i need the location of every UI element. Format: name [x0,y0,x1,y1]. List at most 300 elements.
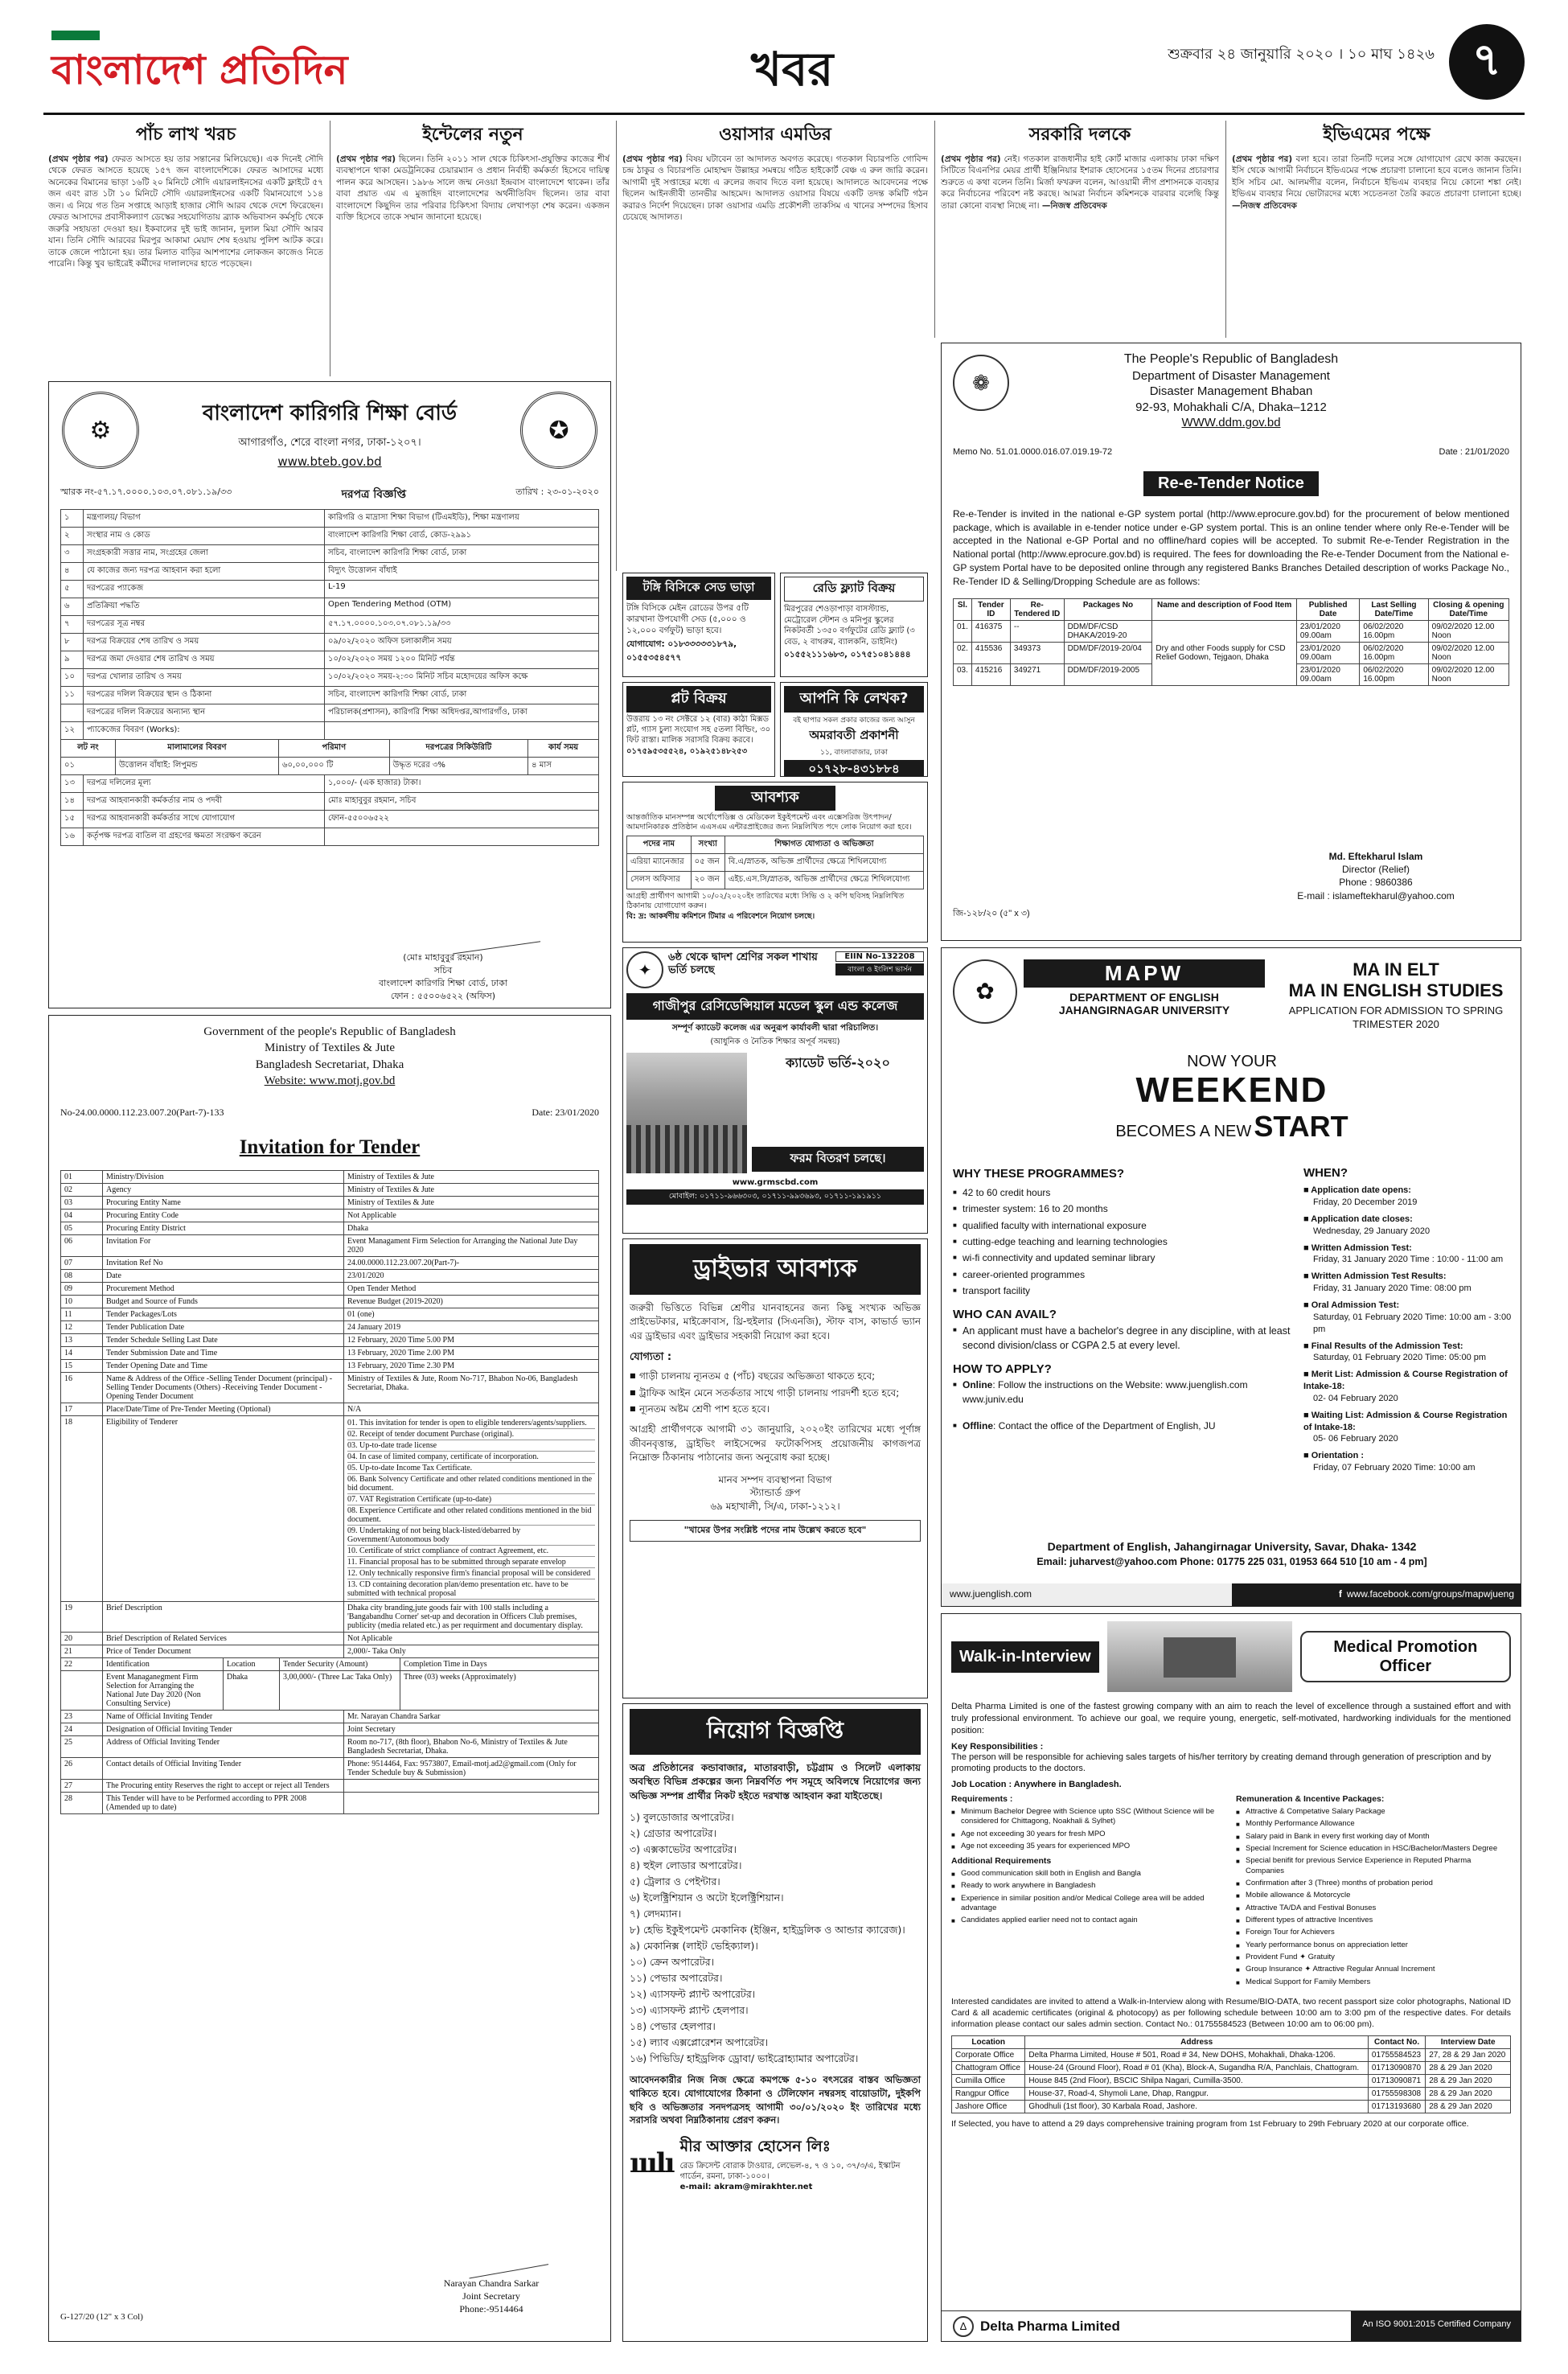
job-item: ৫) ট্রেলার ও পেইন্টার। [630,1875,720,1888]
ju-offline: ■ Offline: Contact the office of the Department of English, JU [953,1419,1291,1433]
requirement-item: ■ Age not exceeding 35 years for experienced MPO [951,1842,1226,1851]
table-row [61,1793,599,1814]
ju-title2: MA IN ENGLISH STUDIES [1288,980,1504,1000]
table-cell: 09/02/2020 12.00 Noon [1428,620,1508,642]
brief-row [61,1602,599,1633]
row-value: সচিব, বাংলাদেশ কারিগরি শিক্ষা বোর্ড, ঢাকা [325,687,599,704]
bteb-date: তারিখ : ২৩-০১-২০২০ [515,487,599,497]
table-cell: Mr. Narayan Chandra Sarkar [344,1711,599,1723]
row-number [61,704,84,722]
feature-item: ■ cutting-edge teaching and learning technologies [953,1235,1291,1249]
table-row [61,1403,599,1416]
ju-sub: APPLICATION FOR ADMISSION TO SPRING TRIMESTER 2020 [1288,1004,1504,1030]
delta-resp-title: Key Responsibilities : [951,1741,1044,1752]
table-row [61,1334,599,1347]
table-row [61,1633,599,1645]
table-cell: Ministry of Textiles & Jute [344,1184,599,1197]
table-cell: Not Applicable [344,1210,599,1222]
ju-english-ad [941,947,1521,1607]
row-number: ৮ [61,634,84,651]
schedule-value: 02- 04 February 2020 [1313,1393,1398,1403]
row-number: ১৬ [61,828,84,846]
table-row [952,2061,1511,2074]
table-cell: 10 [61,1296,103,1308]
logo-mark-icon [51,31,100,40]
job-item: ১০) ক্রেন অপারেটর। [630,1956,715,1969]
table-cell: 23/01/2020 09.00am [1296,642,1359,663]
motj-gov: Government of the people's Republic of Bangladesh [203,1025,456,1038]
story-lead: (প্রথম পৃষ্ঠার পর) [1232,154,1293,164]
writer-brand: অমরাবতী প্রকাশনী [809,728,899,742]
niyog-ad [622,1703,928,2342]
table-cell: 2,000/- Taka Only [344,1645,599,1658]
table-row [61,687,599,704]
schedule-item [1303,1369,1513,1405]
ddm-bhaban: Disaster Management Bhaban [1149,384,1313,399]
table-cell: DDM/DF/2019-20/04 [1064,642,1152,663]
table-row [61,581,599,598]
table-row [61,811,599,828]
remuneration-item: ■ Special Increment for Science education in HSC/Bachelor/Masters Degree [1236,1844,1511,1854]
gazipur-sub2: (আধুনিক ও নৈতিক শিক্ষার অপূর্ব সমন্বয়) [710,1037,840,1046]
bteb-tender-ad [48,381,611,1008]
mah-logo-icon: ııılı [630,2146,674,2179]
delta-photo [1107,1621,1292,1692]
driver-apply: আগ্রহী প্রার্থীগণকে আগামী ৩১ জানুয়ারি, ২০২০ইং তারিখের মধ্যে পূর্ণাঙ্গ জীবনবৃত্তান্ত, ড্রাইভিং লাইসেন্সের ফটোকপিসহ প্রয়োজনীয় কাগজপত্র নিম্নোক্ত ঠিকানায় পাঠানোর জন্য অনুরোধ করা হচ্ছে। [630,1423,921,1464]
job-item: ৯) মেকানিক্স (লাইট ভেহিক্যাল)। [630,1940,758,1953]
row-value: Open Tendering Method (OTM) [325,598,599,616]
table-cell: 349271 [1010,663,1064,685]
ju-why-title: WHY THESE PROGRAMMES? [953,1167,1125,1181]
flat-sale-ad [780,573,928,677]
table-cell: 12 February, 2020 Time 5.00 PM [344,1334,599,1347]
facebook-icon: f [1338,1588,1342,1600]
ju-footer: Department of English, Jahangirnagar University, Savar, Dhaka- 1342 [1047,1540,1417,1553]
gazipur-phone: মোবাইল: ০১৭১১-৯৬৬৩০৩, ০১৭১১-৯৯৩৬৯৩, ০১৭১১-১৯১৯১১ [626,1189,924,1205]
table-header-cell: মালামালের বিবরণ [115,740,278,758]
remuneration-item: ■ Different types of attractive Incentives [1236,1916,1511,1925]
table-cell: Open Tender Method [344,1283,599,1296]
row-label: দরপত্রের দলিল বিক্রয়ের অন্যান্য স্থান [84,704,325,722]
table-cell: Date [103,1270,344,1283]
table-header-cell: কার্য সময় [528,740,599,758]
schedule-key: ■ Written Admission Test Results: [1303,1271,1447,1282]
table-header-cell: Name and description of Food Item [1152,598,1296,620]
driver-addr: ৬৯ মহাখালী, সি/এ, ঢাকা-১২১২। [710,1501,840,1513]
table-row [952,2074,1511,2087]
ddm-phone: Phone : 9860386 [1339,877,1413,889]
table-row [61,634,599,651]
ddm-code: জি-১২৮/২০ (৫" x ৩) [953,909,1030,918]
table-cell: Phone: 9514464, Fax: 9573807, Email-motj.ad2@gmail.com (Only for Tender Schedule buy & Submission) [344,1758,599,1780]
table-cell: Designation of Official Inviting Tender [103,1723,344,1736]
row-number: ৭ [61,616,84,634]
table-cell: Tender Submission Date and Time [103,1347,344,1360]
ju-fb-text: www.facebook.com/groups/mapwjueng [1346,1588,1514,1600]
row-value: ০৯/০২/২০২০ অফিস চলাকালীন সময় [325,634,599,651]
table-cell: 21 [61,1645,103,1658]
schedule-value: Friday, 20 December 2019 [1313,1197,1418,1208]
section-title: খবর [751,42,834,97]
table-cell: 416375 [971,620,1010,642]
table-cell: Price of Tender Document [103,1645,344,1658]
school-logo-icon: ✦ [626,951,663,988]
story-headline: ইন্টেলের নতুন [422,125,523,145]
table-cell: 06/02/2020 16.00pm [1360,620,1428,642]
schedule-value: 05- 06 February 2020 [1313,1434,1398,1444]
table-cell: Corporate Office [952,2048,1025,2061]
delta-logo-icon: Δ [953,2316,974,2337]
table-header-cell: Tender Security (Amount) [280,1658,400,1671]
row-number: ২ [61,528,84,545]
date-line: শুক্রবার ২৪ জানুয়ারি ২০২০ । ১০ মাঘ ১৪২৬ [1168,46,1435,63]
table-cell: Event Managanegment Firm Selection for Arranging the National Jute Day 2020 (Non Consulting Service) [103,1671,224,1711]
gazipur-admission: ক্যাডেট ভর্তি-২০২০ [786,1055,890,1070]
job-item: ৬) ইলেক্ট্রিশিয়ান ও অটো ইলেক্ট্রিশিয়ান। [630,1891,784,1904]
ju-email: Email: juharvest@yahoo.com Phone: 01775 225 031, 01953 664 510 [10 am - 4 pm] [1036,1555,1427,1567]
story-byline: —নিজস্ব প্রতিবেদক [1232,200,1297,211]
table-cell: Procurement Method [103,1283,344,1296]
eligibility-item: 10. Certificate of strict compliance of contract Agreement, etc. [347,1546,595,1557]
eligibility-item: 13. CD containing decoration plan/demo presentation etc. have to be submitted with technical proposal [347,1579,595,1600]
table-row [61,1184,599,1197]
row-value: ১০/০২/২০২০ সময় ১২০০ মিনিট পর্যন্ত [325,651,599,669]
motj-tender-ad [48,1015,611,2342]
schedule-key: ■ Oral Admission Test: [1303,1300,1400,1310]
table-cell: 02 [61,1184,103,1197]
row-value: ১,০০০/- (এক হাজার) টাকা। [325,775,599,793]
table-cell: The Procuring entity Reserves the right to accept or reject all Tenders [103,1780,344,1793]
row-number: ১১ [61,687,84,704]
table-cell: House-37, Road-4, Shymoli Lane, Dhap, Rangpur. [1025,2087,1369,2100]
schedule-item [1303,1271,1513,1295]
schedule-key: ■ Final Results of the Admission Test: [1303,1341,1463,1351]
motj-title: Invitation for Tender [239,1136,421,1158]
table-cell: 01713193680 [1368,2100,1425,2113]
row-value: বাংলাদেশ কারিগরি শিক্ষা বোর্ড, কোড-২৯৯১ [325,528,599,545]
table-row [61,1283,599,1296]
ddm-title: Re-e-Tender Notice [1143,471,1319,496]
table-header-cell: 22 [61,1658,103,1671]
table-header-cell: লট নং [61,740,116,758]
feature-item: ■ 42 to 60 credit hours [953,1186,1291,1200]
table-cell: 17 [61,1403,103,1416]
table-cell: 28 & 29 Jan 2020 [1426,2087,1511,2100]
table-cell: 20 [61,1633,103,1645]
eligibility-item: 12. Only technically responsive firm's financial proposal will be considered [347,1568,595,1579]
table-cell: Rangpur Office [952,2087,1025,2100]
table-header [954,598,1509,620]
table-header-cell: পরিমাণ [279,740,390,758]
row-value: ফোন-৫৫০০৬৫২২ [325,811,599,828]
row-value: পরিচালক(প্রশাসন), কারিগরি শিক্ষা অধিদপ্তর,আগারগাঁও, ঢাকা [325,704,599,722]
job-item: ১৪) পেভার হেলপার। [630,2020,716,2033]
masthead [43,19,1525,109]
motj-date: Date: 23/01/2020 [532,1107,599,1118]
ju-online-text: Follow the instructions on the Website: www.juenglish.com www.juniv.edu [963,1379,1248,1405]
qualification-item: ■ ট্রাফিক আইন মেনে সতর্কতার সাথে গাড়ী চালনায় পারদর্শী হতে হবে; [630,1386,921,1400]
bteb-seal-icon: ⚙ [62,392,139,469]
table-cell: Tender Opening Date and Time [103,1360,344,1373]
plot-sale-ad [622,682,775,777]
table-cell: বি.এ/স্নাতক, অভিজ্ঞ প্রার্থীদের ক্ষেত্রে শিথিলযোগ্য [724,853,923,871]
table-cell: 28 & 29 Jan 2020 [1426,2100,1511,2113]
remuneration-item: ■ Group Insurance ✦ Attractive Regular Annual Increment [1236,1965,1511,1974]
table-cell [344,1793,599,1814]
table-cell: DDM/DF/CSD DHAKA/2019-20 [1064,620,1152,642]
row-value: মোঃ মাহাবুবুর রহমান, সচিব [325,793,599,811]
table-cell: Procuring Entity Code [103,1210,344,1222]
table-row [61,1711,599,1723]
table-row [61,793,599,811]
table-header [627,836,924,853]
gazipur-web[interactable]: www.grmscbd.com [732,1178,819,1187]
feature-item: ■ trimester system: 16 to 20 months [953,1202,1291,1216]
remuneration-item: ■ Attractive TA/DA and Festival Bonuses [1236,1904,1511,1913]
additional-item: ■ Good communication skill both in English and Bangla [951,1869,1226,1879]
story-sorkari [941,121,1219,338]
table-row [952,2048,1511,2061]
table-cell: Name & Address of the Office -Selling Tender Document (principal) -Selling Tender Documents (Others) -Receiving Tender Document -Opening Tender Document [103,1373,344,1403]
bteb-signer-title: সচিব [433,964,453,975]
table-cell: 415536 [971,642,1010,663]
table-row [61,1235,599,1257]
schedule-key: ■ Written Admission Test: [1303,1242,1412,1253]
driver-intro: জরুরী ভিত্তিতে বিভিন্ন শ্রেণীর যানবাহনের জন্য কিছু সংখ্যক অভিজ্ঞ প্রাইভেটকার, মাইক্রোবাস, থ্রি-হুইলার (সিএনজি), স্টাফ বাস, কাভার্ড ভ্যান এর ড্রাইভার এবং ড্রাইভার সহকারী নিয়োগ করা হবে। [630,1302,921,1341]
tongi-shed-ad [622,573,775,677]
motj-signer-title: Joint Secretary [462,2290,520,2302]
table-row [61,1736,599,1758]
motj-secretariat: Bangladesh Secretariat, Dhaka [255,1058,404,1071]
eligibility-item: 09. Undertaking of not being black-listed/debarred by Government/Autonomous body [347,1526,595,1546]
blank-cell [61,1671,103,1711]
requirement-item: ■ Minimum Bachelor Degree with Science upto SSC (Without Science will be considered for Chittagong, Noakhali & Sylhet) [951,1807,1226,1827]
page-number: ৭ [1449,24,1525,100]
table-cell: Address of Official Inviting Tender [103,1736,344,1758]
schedule-key: ■ Orientation : [1303,1451,1365,1461]
table-row [61,1296,599,1308]
table-header-cell: Location [952,2035,1025,2048]
niyog-intro: অত্র প্রতিষ্ঠানের কন্ডাবাজার, মাতারবাড়ী, চট্টগ্রাম ও সিলেট এলাকায় অবস্থিত বিভিন্ন প্রকল্পের জন্য নিম্নবর্ণিত পদ সমূহে অবিলম্বে নিয়োগের জন্য অভিজ্ঞ সম্পন্ন প্রার্থীর নিকট হইতে দরখাস্ত আহবান করা যাইতেছে। [630,1762,921,1801]
table-row [954,620,1509,642]
motj-ministry: Ministry of Textiles & Jute [265,1041,395,1055]
ddm-web[interactable]: WWW.ddm.gov.bd [1181,416,1281,430]
story-wasa [622,121,928,571]
remuneration-item: ■ Monthly Performance Allowance [1236,1819,1511,1829]
table-cell: Jashore Office [952,2100,1025,2113]
additional-item: ■ Candidates applied earlier need not to contact again [951,1916,1226,1925]
ju-online-label: Online [963,1379,993,1391]
motj-signer: Narayan Chandra Sarkar [443,2277,540,2289]
row-label: সংস্থার নাম ও কোড [84,528,325,545]
story-byline: —নিজস্ব প্রতিবেদক [1041,200,1107,211]
row-label: প্যাকেজের বিবরণ (Works): [84,722,325,740]
table-cell: Place/Date/Time of Pre-Tender Meeting (Optional) [103,1403,344,1416]
row-value: বিদ্যুৎ উত্তোলন বাঁধাই [325,563,599,581]
masthead-rule [43,113,1525,115]
motj-memo: No-24.00.0000.112.23.007.20(Part-7)-133 [60,1107,224,1118]
tongi-title: টঙ্গি বিসিকে সেড ভাড়া [626,577,771,600]
table-cell: Dhaka [344,1222,599,1235]
table-cell: 13 [61,1334,103,1347]
writer-addr: ১১, বাংলাবাজার, ঢাকা [820,749,888,757]
bteb-title: বাংলাদেশ কারিগরি শিক্ষা বোর্ড [202,401,458,425]
ddm-email: E-mail : islameftekharul@yahoo.com [1297,889,1455,902]
tongi-body: টঙ্গি বিসিকে মেইন রোডের উপর ৫টি কারখানা উপযোগী সেড (৫,০০০ ও ১২,০০০ বর্গফুট) ভাড়া হবে। [626,603,749,636]
table-header-cell: Closing & opening Date/Time [1428,598,1508,620]
ju-web[interactable]: www.juenglish.com [942,1583,1232,1607]
row-number: ১৩ [61,775,84,793]
row-label: দরপত্র আহবানকারী কর্মকর্তার সাথে যোগাযোগ [84,811,325,828]
table-cell: Ghodhuli (1st floor), 30 Karbala Road, Jashore. [1025,2100,1369,2113]
motj-table-2 [60,1710,599,1814]
bteb-website[interactable]: www.bteb.gov.bd [277,454,382,469]
table-header-cell: Sl. [954,598,972,620]
table-cell: Ministry of Textiles & Jute [344,1171,599,1184]
motj-gcode: G-127/20 (12" x 3 Col) [60,2312,143,2322]
niyog-apply: আবেদনকারীর নিজ নিজ ক্ষেত্রে কমপক্ষে ৫-১০ বৎসরের বাস্তব অভিজ্ঞতা থাকিতে হবে। যোগাযোগের ঠিকানা ও টেলিফোন নম্বরসহ বায়োডাটা, দুইকপি ছবি ও অভিজ্ঞতার সনদপত্রসহ আগামী ৩০/০১/২০২০ ইং তারিখের মধ্যে সরাসরি অথবা নিম্নঠিকানায় প্রেরণ করুন। [630,2074,921,2126]
table-row [952,2087,1511,2100]
table-cell: 28 [61,1793,103,1814]
table-header-cell: ০১ [61,758,116,775]
table-cell: 04 [61,1210,103,1222]
eligibility-item: 02. Receipt of tender document Purchase (original). [347,1429,595,1440]
table-row [61,510,599,528]
bteb-table [60,509,599,740]
row-value: ৫৭.১৭.০০০০.১০৩.০৭.০৮১.১৯/৩৩ [325,616,599,634]
table-cell: Chattogram Office [952,2061,1025,2074]
delta-req-title: Requirements : [951,1794,1013,1805]
ddm-date: Date : 21/01/2020 [1439,446,1509,457]
row-label: মন্ত্রণালয়/ বিভাগ [84,510,325,528]
plot-title: প্লট বিক্রয় [626,686,771,713]
bteb-memo: স্মারক নং-৫৭.১৭.০০০০.১০৩.০৭.০৮১.১৯/৩৩ [60,487,232,497]
table-cell: 16 [61,1373,103,1403]
story-body: নেই। গতকাল রাজধানীর হাই কোর্ট মাজার এলাকায় ঢাকা দক্ষিণ সিটিতে বিএনপির মেয়র প্রার্থী ইঞ্জিনিয়ার ইশরাক হোসেনের ১৫তম দিনের প্রচারণার শুরুতে এ কথা বলেন তিনি। মির্জা ফখরুল বলেন, আওয়ামী লীগ প্রশাসনকে ব্যবহার করে নির্বাচনের পরিবেশ নষ্ট করছে। আমরা নির্বাচন কমিশনকে বারবার বলেছি কিন্তু তারা কোনো ব্যবস্থা নিচ্ছে না। [941,154,1219,211]
row-number: ১০ [61,669,84,687]
bteb-package-table [60,739,599,775]
eligibility-item: 07. VAT Registration Certificate (up-to-date) [347,1494,595,1505]
row-label: যে কাজের জন্য দরপত্র আহবান করা হলো [84,563,325,581]
niyog-email: e-mail: akram@mirakhter.net [679,2182,813,2191]
gazipur-school-ad [622,947,928,1234]
table-cell: Agency [103,1184,344,1197]
table-cell: 01713090870 [1368,2061,1425,2074]
table-cell: Room no-717, (8th floor), Bhabon No-6, Ministry of Textiles & Jute Bangladesh Secretariat, Dhaka. [344,1736,599,1758]
table-cell: Tender Publication Date [103,1321,344,1334]
table-header-cell: Address [1025,2035,1369,2048]
schedule-item [1303,1341,1513,1365]
motj-website[interactable]: Website: www.motj.gov.bd [264,1074,396,1087]
table-row [61,598,599,616]
job-item: ২) গ্রেডার অপারেটর। [630,1827,717,1840]
driver-org: মানব সম্পদ ব্যবস্থাপনা বিভাগ [718,1473,832,1485]
table-header-cell: উদ্ধৃত দরের ৩% [389,758,527,775]
table-cell: 14 [61,1347,103,1360]
table-cell: 07 [61,1257,103,1270]
gazipur-sub: সম্পূর্ণ ক্যাডেট কলেজ এর অনুরূপ কার্যাবলী দ্বারা পরিচালিত। [671,1023,879,1033]
table-cell: 24 January 2019 [344,1321,599,1334]
story-headline: ইভিএমের পক্ষে [1323,125,1430,145]
row-number: 19 [61,1602,103,1633]
delta-role: Medical Promotion Officer [1300,1631,1511,1682]
bteb-notice-title: দরপত্র বিজ্ঞপ্তি [341,488,407,501]
driver-ad [622,1238,928,1698]
delta-walk: Walk-in-Interview [951,1641,1099,1673]
table-header-cell: Interview Date [1426,2035,1511,2048]
job-item: ১১) পেভার অপারেটর। [630,1972,723,1985]
table-cell: 24 [61,1723,103,1736]
table-cell: 05 [61,1222,103,1235]
qualification-item: ■ গাড়ী চালনায় ন্যূনতম ৫ (পাঁচ) বছরের অভিজ্ঞতা থাকতে হবে; [630,1370,921,1383]
table-header-cell: Published Date [1296,598,1359,620]
ju-title1: MA IN ELT [1353,959,1439,980]
ddm-memo: Memo No. 51.01.0000.016.07.019.19-72 [953,446,1113,457]
table-cell: 03 [61,1197,103,1210]
schedule-item [1303,1410,1513,1446]
table-cell: 01755598308 [1368,2087,1425,2100]
need-body: আন্তর্জাতিক মানসম্পন্ন অর্থোপেডিক্স ও মেডিকেল ইকুইপমেন্ট এবং এক্সেসরিজ উৎপাদন/আমদানিকারক প্রতিষ্ঠান এএসএম এন্টারপ্রাইজের জন্য নিম্নলিখিত পদে লোক নিয়োগ করা হবে। [626,813,912,832]
ju-mapw: MAPW [1024,959,1265,988]
feature-item: ■ career-oriented programmes [953,1268,1291,1282]
table-header-cell: Identification [103,1658,224,1671]
ddm-table [953,598,1509,686]
ju-fb[interactable] [1232,1583,1521,1607]
table-row [61,1645,599,1658]
table-header [61,1658,599,1671]
logo [51,31,357,95]
table-cell: House 845 (2nd Floor), BSCIC Shilpa Nagari, Cumilla-3500. [1025,2074,1369,2087]
table-header-cell: Re-Tendered ID [1010,598,1064,620]
ddm-tender-ad [941,343,1521,941]
row-value: সচিব, বাংলাদেশ কারিগরি শিক্ষা বোর্ড, ঢাকা [325,545,599,563]
table-cell: এরিয়া ম্যানেজার [627,853,692,871]
schedule-item [1303,1185,1513,1209]
ju-how-title: HOW TO APPLY? [953,1362,1052,1377]
additional-item: ■ Ready to work anywhere in Bangladesh [951,1881,1226,1891]
row-number: ৬ [61,598,84,616]
eligibility-item: 06. Bank Solvency Certificate and other related conditions mentioned in the bid document. [347,1474,595,1494]
table-row [61,1171,599,1184]
flat-contact: ০১৫৫২১১১৬৮৩, ০১৭৫১০৪১৪৪৪ [784,650,911,659]
table-cell: 02. [954,642,972,663]
schedule-item [1303,1450,1513,1474]
motj-signature [466,2247,548,2278]
ju-offline-text: Contact the office of the Department of English, JU [998,1420,1216,1432]
table-header-cell: শিক্ষাগত যোগ্যতা ও অভিজ্ঞতা [724,836,923,853]
ju-when-title: WHEN? [1303,1166,1348,1180]
row-number: ১৫ [61,811,84,828]
table-cell: 11 [61,1308,103,1321]
delta-job-loc: Job Location : Anywhere in Bangladesh. [951,1780,1122,1790]
row-number: ৫ [61,581,84,598]
table-row [61,1210,599,1222]
table-row [61,1197,599,1210]
row-value: ১০/০২/২০২০ সময়-২:৩০ মিনিট সচিব মহোদয়ের অফিস কক্ষে [325,669,599,687]
row-label: দরপত্র দলিলের মূল্য [84,775,325,793]
table-cell: 09/02/2020 12.00 Noon [1428,663,1508,685]
table-row [61,1347,599,1360]
ju-logo-icon: ✿ [953,959,1017,1024]
table-cell: 08 [61,1270,103,1283]
schedule-value: Wednesday, 29 January 2020 [1313,1226,1430,1236]
table-cell: Invitation Ref No [103,1257,344,1270]
table-cell [344,1780,599,1793]
table-cell: Brief Description of Related Services [103,1633,344,1645]
table-row [61,704,599,722]
row-number: ১ [61,510,84,528]
table-cell: Name of Official Inviting Tender [103,1711,344,1723]
